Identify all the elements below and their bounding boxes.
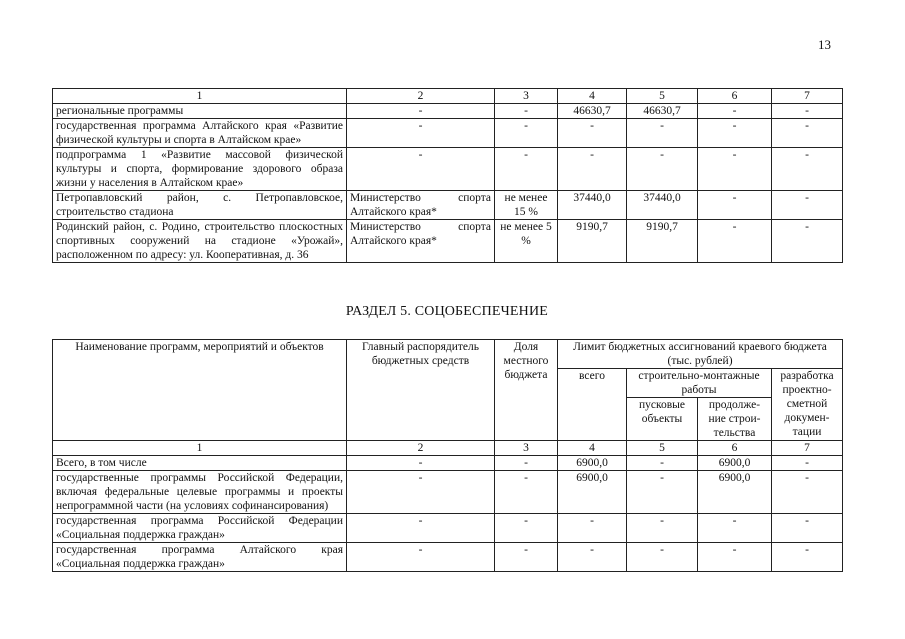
column-number: 1 <box>53 441 347 456</box>
cell-value: - <box>698 514 772 543</box>
cell-manager: Министерство спорта Алтайского края* <box>347 191 495 220</box>
column-number: 4 <box>558 441 627 456</box>
row-name: государственные программы Российской Федерации, включая федеральные целевые программы и проекты непрограммной части (на условиях софинансирования) <box>53 471 347 514</box>
program-table-social <box>52 339 843 572</box>
cell-value: - <box>772 471 843 514</box>
row-name: государственная программа Алтайского края «Социальная поддержка граждан» <box>53 543 347 572</box>
cell-value: - <box>698 119 772 148</box>
cell-value: - <box>698 191 772 220</box>
column-number: 7 <box>772 89 843 104</box>
header-launch: пусковые объекты <box>627 398 698 441</box>
cell-value: 46630,7 <box>558 104 627 119</box>
cell-value: - <box>558 543 627 572</box>
cell-value: - <box>772 220 843 263</box>
cell-value: - <box>558 514 627 543</box>
column-number: 6 <box>698 89 772 104</box>
cell-share: - <box>495 471 558 514</box>
column-number: 6 <box>698 441 772 456</box>
row-name: государственная программа Алтайского края «Развитие физической культуры и спорта в Алтайском крае» <box>53 119 347 148</box>
cell-share: - <box>495 104 558 119</box>
cell-value: - <box>698 104 772 119</box>
table-row <box>53 148 843 191</box>
table-row <box>53 220 843 263</box>
cell-value: 37440,0 <box>627 191 698 220</box>
cell-value: - <box>627 456 698 471</box>
cell-value: - <box>627 119 698 148</box>
cell-share: - <box>495 456 558 471</box>
cell-value: - <box>698 543 772 572</box>
cell-value: 46630,7 <box>627 104 698 119</box>
cell-value: 37440,0 <box>558 191 627 220</box>
cell-manager: - <box>347 104 495 119</box>
header-continuing: продолже-ние строи-тельства <box>698 398 772 441</box>
column-number: 7 <box>772 441 843 456</box>
column-number: 3 <box>495 441 558 456</box>
header-total: всего <box>558 369 627 441</box>
column-number-row <box>53 89 843 104</box>
cell-share: - <box>495 119 558 148</box>
column-number: 3 <box>495 89 558 104</box>
cell-value: 6900,0 <box>698 456 772 471</box>
table-row <box>53 456 843 471</box>
header-name: Наименование программ, мероприятий и объектов <box>53 340 347 441</box>
cell-value: - <box>627 514 698 543</box>
cell-manager: - <box>347 119 495 148</box>
cell-value: - <box>772 514 843 543</box>
cell-value: - <box>698 148 772 191</box>
header-design: разработка проектно-сметной докумен-тации <box>772 369 843 441</box>
cell-manager: - <box>347 471 495 514</box>
cell-value: - <box>698 220 772 263</box>
table-row <box>53 543 843 572</box>
cell-value: - <box>627 471 698 514</box>
page-number: 13 <box>818 37 831 52</box>
cell-share: не менее 5 % <box>495 220 558 263</box>
row-name: Всего, в том числе <box>53 456 347 471</box>
header-construction: строительно-монтажные работы <box>627 369 772 398</box>
cell-value: - <box>772 104 843 119</box>
cell-manager: - <box>347 514 495 543</box>
cell-value: - <box>772 148 843 191</box>
column-number: 2 <box>347 89 495 104</box>
header-row <box>53 340 843 369</box>
cell-share: не менее 15 % <box>495 191 558 220</box>
cell-share: - <box>495 543 558 572</box>
cell-share: - <box>495 148 558 191</box>
cell-manager: - <box>347 456 495 471</box>
column-number-row <box>53 441 843 456</box>
cell-value: - <box>558 148 627 191</box>
cell-value: 9190,7 <box>558 220 627 263</box>
column-number: 4 <box>558 89 627 104</box>
cell-value: - <box>772 456 843 471</box>
header-share: Доля местного бюджета <box>495 340 558 441</box>
cell-value: 6900,0 <box>558 471 627 514</box>
row-name: Родинский район, с. Родино, строительство плоскостных спортивных сооружений на стадионе «Урожай», расположенном по адресу: ул. Кооперативная, д. 36 <box>53 220 347 263</box>
header-manager: Главный распорядитель бюджетных средств <box>347 340 495 441</box>
section-title: РАЗДЕЛ 5. СОЦОБЕСПЕЧЕНИЕ <box>345 304 549 319</box>
row-name: региональные программы <box>53 104 347 119</box>
cell-value: - <box>627 148 698 191</box>
cell-value: - <box>627 543 698 572</box>
cell-value: - <box>772 119 843 148</box>
table-row <box>53 104 843 119</box>
cell-share: - <box>495 514 558 543</box>
table-row <box>53 191 843 220</box>
cell-value: - <box>772 543 843 572</box>
header-limit: Лимит бюджетных ассигнований краевого бюджета (тыс. рублей) <box>558 340 843 369</box>
row-name: Петропавловский район, с. Петропавловское, строительство стадиона <box>53 191 347 220</box>
column-number: 5 <box>627 441 698 456</box>
table-row <box>53 471 843 514</box>
cell-value: - <box>558 119 627 148</box>
table-row <box>53 514 843 543</box>
column-number: 2 <box>347 441 495 456</box>
table-row <box>53 119 843 148</box>
cell-manager: - <box>347 148 495 191</box>
cell-value: - <box>772 191 843 220</box>
cell-value: 6900,0 <box>698 471 772 514</box>
program-table-sport <box>52 88 843 263</box>
cell-value: 6900,0 <box>558 456 627 471</box>
cell-value: 9190,7 <box>627 220 698 263</box>
row-name: государственная программа Российской Федерации «Социальная поддержка граждан» <box>53 514 347 543</box>
row-name: подпрограмма 1 «Развитие массовой физической культуры и спорта, формирование здорового образа жизни у населения в Алтайском крае» <box>53 148 347 191</box>
cell-manager: - <box>347 543 495 572</box>
cell-manager: Министерство спорта Алтайского края* <box>347 220 495 263</box>
column-number: 1 <box>53 89 347 104</box>
column-number: 5 <box>627 89 698 104</box>
